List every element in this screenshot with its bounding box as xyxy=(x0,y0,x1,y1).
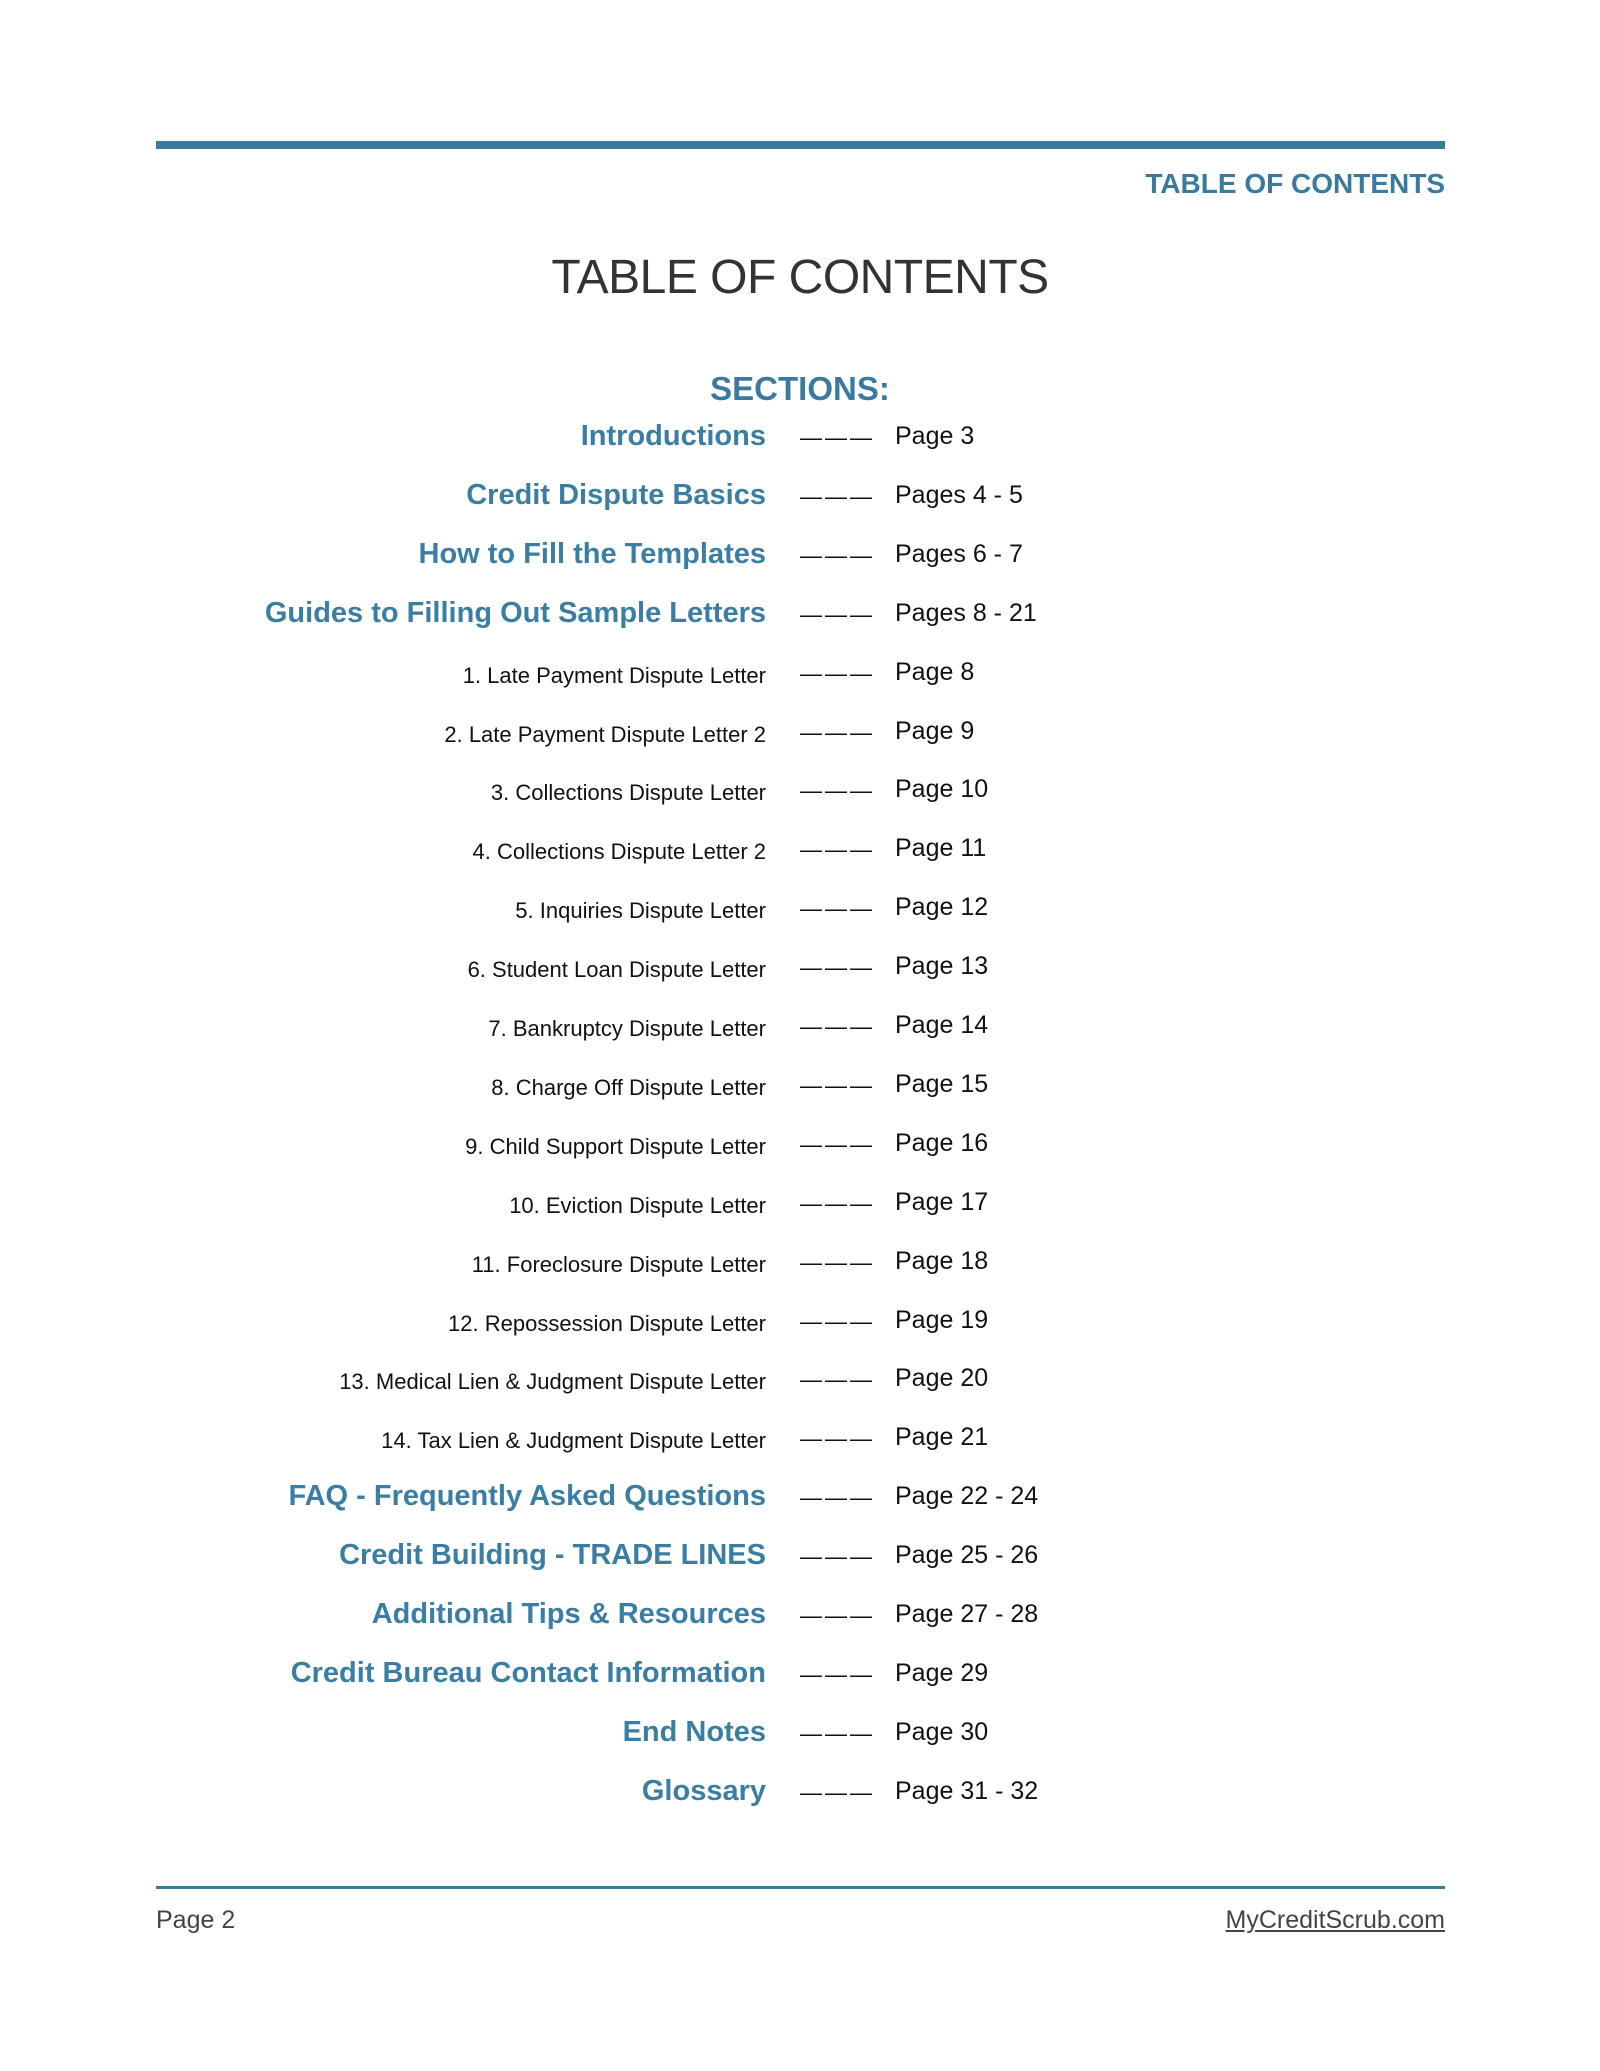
toc-entry-page: Pages 6 - 7 xyxy=(895,539,1023,568)
toc-entry-label: 4. Collections Dispute Letter 2 xyxy=(472,839,766,865)
toc-entry-label: 11. Foreclosure Dispute Letter xyxy=(471,1251,766,1277)
toc-entry-label: 1. Late Payment Dispute Letter xyxy=(462,662,766,688)
toc-entry-page: Page 20 xyxy=(895,1364,989,1393)
toc-entry-label: 6. Student Loan Dispute Letter xyxy=(467,957,766,983)
toc-leader: ——— xyxy=(800,1308,875,1334)
toc-entry-label: Credit Bureau Contact Information xyxy=(290,1656,766,1689)
toc-entry[interactable] xyxy=(0,714,1600,754)
toc-entry-page: Page 18 xyxy=(895,1246,989,1275)
toc-entry-page: Pages 4 - 5 xyxy=(895,480,1023,509)
toc-entry[interactable] xyxy=(0,772,1600,812)
toc-entry-label: Guides to Filling Out Sample Letters xyxy=(264,596,766,629)
toc-leader: ——— xyxy=(800,660,875,686)
toc-entry-label: 13. Medical Lien & Judgment Dispute Letter xyxy=(339,1369,766,1395)
toc-entry[interactable] xyxy=(0,1126,1600,1166)
toc-leader: ——— xyxy=(800,1661,875,1687)
toc-leader: ——— xyxy=(800,778,875,804)
toc-entry-page: Page 21 xyxy=(895,1423,989,1452)
toc-entry-page: Page 14 xyxy=(895,1011,989,1039)
toc-entry-page: Page 11 xyxy=(895,834,987,863)
toc-entry[interactable] xyxy=(0,890,1600,930)
toc-leader: ——— xyxy=(800,1544,875,1570)
toc-leader: ——— xyxy=(800,837,875,863)
footer-page-number: Page 2 xyxy=(156,1906,236,1934)
toc-entry[interactable] xyxy=(0,1538,1600,1578)
toc-entry-page: Page 3 xyxy=(895,422,975,450)
toc-entry[interactable] xyxy=(0,419,1600,459)
toc-leader: ——— xyxy=(800,1779,875,1805)
toc-entry-label: 14. Tax Lien & Judgment Dispute Letter xyxy=(381,1428,766,1454)
toc-entry-page: Page 13 xyxy=(895,952,989,981)
toc-entry[interactable] xyxy=(0,1008,1600,1048)
toc-entry-page: Page 16 xyxy=(895,1128,989,1157)
toc-entry-page: Page 22 - 24 xyxy=(895,1482,1039,1511)
toc-entry-page: Page 17 xyxy=(895,1187,989,1216)
toc-entry-page: Page 9 xyxy=(895,716,975,745)
toc-entry-label: FAQ - Frequently Asked Questions xyxy=(288,1480,766,1513)
page-title: TABLE OF CONTENTS xyxy=(551,251,1049,304)
toc-entry-label: 3. Collections Dispute Letter xyxy=(490,780,766,806)
toc-leader: ——— xyxy=(800,1249,875,1275)
footer-site-link[interactable]: MyCreditScrub.com xyxy=(1225,1906,1445,1934)
toc-entry[interactable] xyxy=(0,655,1600,695)
toc-entry-label: Introductions xyxy=(580,420,766,452)
toc-entry-page: Page 15 xyxy=(895,1069,989,1098)
toc-leader: ——— xyxy=(800,719,875,745)
toc-leader: ——— xyxy=(800,542,875,568)
toc-entry-label: Credit Building - TRADE LINES xyxy=(339,1539,766,1572)
toc-entry[interactable] xyxy=(0,1244,1600,1284)
toc-entry-page: Page 8 xyxy=(895,657,975,686)
toc-entry-page: Page 27 - 28 xyxy=(895,1600,1039,1628)
toc-leader: ——— xyxy=(800,1190,875,1216)
toc-entry[interactable] xyxy=(0,1420,1600,1460)
toc-entry[interactable] xyxy=(0,1067,1600,1107)
toc-leader: ——— xyxy=(800,896,875,922)
footer-rule xyxy=(156,1886,1445,1889)
toc-entry-page: Page 12 xyxy=(895,893,989,922)
toc-leader: ——— xyxy=(800,1720,875,1746)
toc-leader: ——— xyxy=(800,955,875,981)
toc-entry-label: 2. Late Payment Dispute Letter 2 xyxy=(444,721,766,747)
toc-entry-label: Glossary xyxy=(641,1774,766,1807)
toc-entry[interactable] xyxy=(0,949,1600,989)
toc-entry[interactable] xyxy=(0,1774,1600,1814)
toc-entry-label: Additional Tips & Resources xyxy=(371,1598,766,1630)
toc-entry-label: 10. Eviction Dispute Letter xyxy=(509,1192,766,1218)
toc-entry-page: Page 25 - 26 xyxy=(895,1541,1039,1570)
toc-entry-page: Page 30 xyxy=(895,1717,989,1746)
running-header: TABLE OF CONTENTS xyxy=(1145,168,1445,199)
toc-entry-page: Page 19 xyxy=(895,1305,989,1334)
toc-leader: ——— xyxy=(800,425,875,450)
toc-leader: ——— xyxy=(800,1485,875,1511)
toc-leader: ——— xyxy=(800,601,875,627)
toc-entry-label: 9. Child Support Dispute Letter xyxy=(465,1133,766,1159)
toc-entry-page: Page 31 - 32 xyxy=(895,1776,1039,1805)
toc-entry-page: Page 10 xyxy=(895,775,989,804)
toc-leader: ——— xyxy=(800,1426,875,1452)
toc-entry[interactable] xyxy=(0,1656,1600,1696)
header-rule xyxy=(156,141,1445,149)
toc-entry[interactable] xyxy=(0,1185,1600,1225)
toc-entry-label: 7. Bankruptcy Dispute Letter xyxy=(488,1016,766,1041)
toc-entry-page: Page 29 xyxy=(895,1658,989,1687)
toc-entry[interactable] xyxy=(0,596,1600,636)
toc-entry[interactable] xyxy=(0,478,1600,518)
toc-entry[interactable] xyxy=(0,1303,1600,1343)
sections-heading: SECTIONS: xyxy=(710,370,890,407)
toc-leader: ——— xyxy=(800,1072,875,1098)
toc-entry-label: Credit Dispute Basics xyxy=(466,478,766,511)
toc-entry[interactable] xyxy=(0,831,1600,871)
toc-entry[interactable] xyxy=(0,1361,1600,1401)
toc-entry-label: End Notes xyxy=(622,1715,766,1748)
toc-leader: ——— xyxy=(800,1603,875,1628)
toc-leader: ——— xyxy=(800,1367,875,1393)
toc-leader: ——— xyxy=(800,1131,875,1157)
toc-entry-label: 12. Repossession Dispute Letter xyxy=(448,1310,766,1336)
toc-leader: ——— xyxy=(800,1014,875,1039)
toc-entry[interactable] xyxy=(0,537,1600,577)
toc-entry-label: 8. Charge Off Dispute Letter xyxy=(491,1074,766,1100)
toc-entry-label: How to Fill the Templates xyxy=(418,537,766,570)
toc-entry[interactable] xyxy=(0,1479,1600,1519)
toc-entry-page: Pages 8 - 21 xyxy=(895,598,1037,627)
toc-entry-label: 5. Inquiries Dispute Letter xyxy=(515,898,766,924)
toc-leader: ——— xyxy=(800,483,875,509)
toc-entry[interactable] xyxy=(0,1597,1600,1637)
toc-entry[interactable] xyxy=(0,1715,1600,1755)
